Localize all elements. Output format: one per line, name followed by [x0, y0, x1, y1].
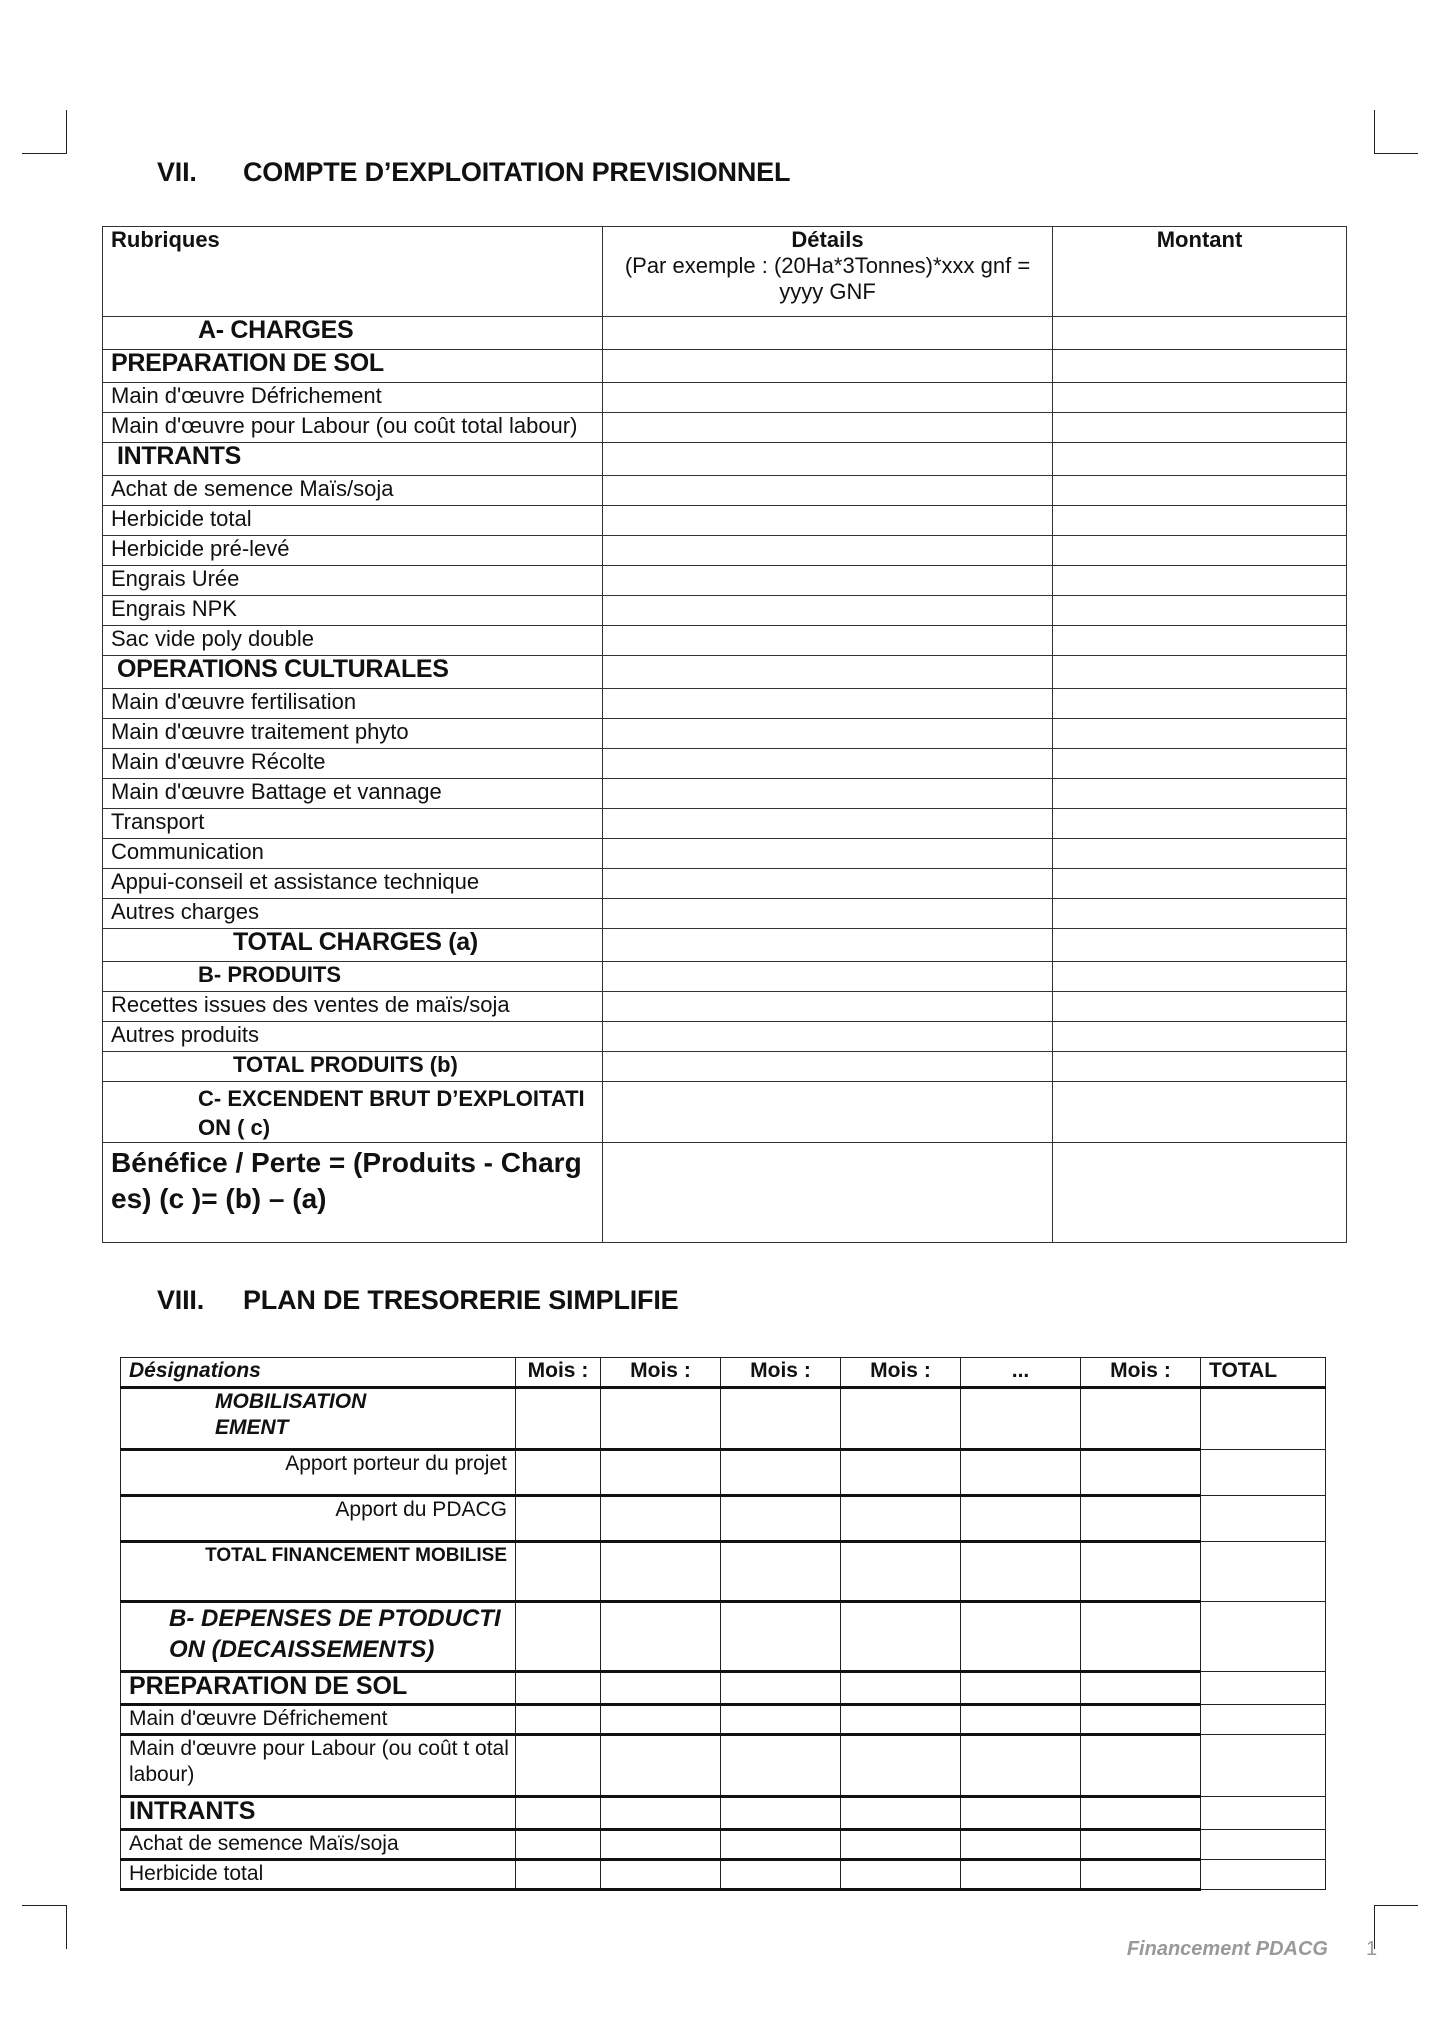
- month-cell[interactable]: [516, 1735, 601, 1797]
- total-cell[interactable]: [1201, 1388, 1326, 1450]
- month-cell[interactable]: [961, 1388, 1081, 1450]
- montant-cell[interactable]: [1053, 1143, 1347, 1243]
- table-row: [121, 1496, 1326, 1542]
- table-row: [103, 779, 1347, 809]
- details-cell[interactable]: [603, 656, 1053, 689]
- column-header: Mois :: [601, 1358, 721, 1388]
- total-cell[interactable]: [1201, 1735, 1326, 1797]
- header-rubriques: Rubriques: [103, 227, 603, 317]
- row-label: TOTAL CHARGES (a): [103, 929, 603, 962]
- section-8-title: PLAN DE TRESORERIE SIMPLIFIE: [243, 1285, 679, 1315]
- row-label: Main d'œuvre pour Labour (ou coût total labour): [103, 413, 603, 443]
- crop-mark-top-right-h: [1374, 153, 1418, 154]
- montant-cell[interactable]: [1053, 749, 1347, 779]
- month-cell[interactable]: [961, 1830, 1081, 1860]
- table-row: [103, 476, 1347, 506]
- total-cell[interactable]: [1201, 1496, 1326, 1542]
- row-label: Main d'œuvre Défrichement: [121, 1705, 516, 1735]
- column-header: Désignations: [121, 1358, 516, 1388]
- montant-cell[interactable]: [1053, 350, 1347, 383]
- total-cell[interactable]: [1201, 1860, 1326, 1890]
- table-row: [103, 992, 1347, 1022]
- details-cell[interactable]: [603, 719, 1053, 749]
- month-cell[interactable]: [516, 1388, 601, 1450]
- total-cell[interactable]: [1201, 1797, 1326, 1830]
- details-cell[interactable]: [603, 869, 1053, 899]
- row-label: Main d'œuvre Défrichement: [103, 383, 603, 413]
- month-cell[interactable]: [1081, 1672, 1201, 1705]
- details-cell[interactable]: [603, 443, 1053, 476]
- month-cell[interactable]: [601, 1672, 721, 1705]
- month-cell[interactable]: [516, 1496, 601, 1542]
- month-cell[interactable]: [516, 1602, 601, 1672]
- month-cell[interactable]: [841, 1602, 961, 1672]
- row-label: Achat de semence Maïs/soja: [103, 476, 603, 506]
- total-cell[interactable]: [1201, 1450, 1326, 1496]
- month-cell[interactable]: [721, 1602, 841, 1672]
- month-cell[interactable]: [961, 1735, 1081, 1797]
- month-cell[interactable]: [721, 1705, 841, 1735]
- details-cell[interactable]: [603, 779, 1053, 809]
- month-cell[interactable]: [841, 1830, 961, 1860]
- details-cell[interactable]: [603, 317, 1053, 350]
- month-cell[interactable]: [1081, 1797, 1201, 1830]
- month-cell[interactable]: [721, 1450, 841, 1496]
- month-cell[interactable]: [841, 1672, 961, 1705]
- month-cell[interactable]: [961, 1542, 1081, 1602]
- row-label: INTRANTS: [103, 443, 603, 476]
- total-cell[interactable]: [1201, 1602, 1326, 1672]
- montant-cell[interactable]: [1053, 383, 1347, 413]
- montant-cell[interactable]: [1053, 809, 1347, 839]
- table-row: [103, 809, 1347, 839]
- row-label: Main d'œuvre Récolte: [103, 749, 603, 779]
- total-cell[interactable]: [1201, 1830, 1326, 1860]
- row-label: Main d'œuvre fertilisation: [103, 689, 603, 719]
- table-row: [121, 1672, 1326, 1705]
- row-label: Main d'œuvre Battage et vannage: [103, 779, 603, 809]
- row-label: Transport: [103, 809, 603, 839]
- montant-cell[interactable]: [1053, 566, 1347, 596]
- month-cell[interactable]: [721, 1830, 841, 1860]
- montant-cell[interactable]: [1053, 899, 1347, 929]
- month-cell[interactable]: [601, 1705, 721, 1735]
- montant-cell[interactable]: [1053, 656, 1347, 689]
- month-cell[interactable]: [516, 1797, 601, 1830]
- month-cell[interactable]: [841, 1450, 961, 1496]
- montant-cell[interactable]: [1053, 1082, 1347, 1143]
- row-label: Herbicide pré-levé: [103, 536, 603, 566]
- details-cell[interactable]: [603, 1052, 1053, 1082]
- montant-cell[interactable]: [1053, 536, 1347, 566]
- month-cell[interactable]: [961, 1450, 1081, 1496]
- month-cell[interactable]: [601, 1735, 721, 1797]
- row-label: Autres produits: [103, 1022, 603, 1052]
- crop-mark-bottom-left-v: [66, 1905, 67, 1949]
- month-cell[interactable]: [601, 1496, 721, 1542]
- table-header-row: [103, 227, 1347, 317]
- montant-cell[interactable]: [1053, 596, 1347, 626]
- month-cell[interactable]: [516, 1672, 601, 1705]
- table-row: [103, 719, 1347, 749]
- montant-cell[interactable]: [1053, 506, 1347, 536]
- month-cell[interactable]: [721, 1860, 841, 1890]
- total-cell[interactable]: [1201, 1542, 1326, 1602]
- row-label: Bénéfice / Perte = (Produits - Charg es) (c )= (b) – (a): [103, 1143, 603, 1243]
- month-cell[interactable]: [841, 1388, 961, 1450]
- row-label: A- CHARGES: [103, 317, 603, 350]
- month-cell[interactable]: [841, 1705, 961, 1735]
- header-details: [603, 227, 1053, 317]
- month-cell[interactable]: [516, 1450, 601, 1496]
- month-cell[interactable]: [601, 1602, 721, 1672]
- table-row: [103, 506, 1347, 536]
- month-cell[interactable]: [601, 1797, 721, 1830]
- month-cell[interactable]: [1081, 1388, 1201, 1450]
- crop-mark-top-left-v: [66, 110, 67, 154]
- montant-cell[interactable]: [1053, 779, 1347, 809]
- table-row: [121, 1450, 1326, 1496]
- details-cell[interactable]: [603, 626, 1053, 656]
- month-cell[interactable]: [1081, 1860, 1201, 1890]
- table-row: [103, 536, 1347, 566]
- month-cell[interactable]: [516, 1542, 601, 1602]
- details-cell[interactable]: [603, 1082, 1053, 1143]
- table-row: [103, 317, 1347, 350]
- row-label: Sac vide poly double: [103, 626, 603, 656]
- montant-cell[interactable]: [1053, 476, 1347, 506]
- total-cell[interactable]: [1201, 1705, 1326, 1735]
- details-cell[interactable]: [603, 536, 1053, 566]
- table-row: [103, 443, 1347, 476]
- month-cell[interactable]: [1081, 1602, 1201, 1672]
- month-cell[interactable]: [601, 1830, 721, 1860]
- table-row: [121, 1830, 1326, 1860]
- row-label: PREPARATION DE SOL: [121, 1672, 516, 1705]
- table-row: [103, 1052, 1347, 1082]
- table-row: [103, 689, 1347, 719]
- row-label: TOTAL PRODUITS (b): [103, 1052, 603, 1082]
- section-8-heading: [157, 1285, 678, 1316]
- month-cell[interactable]: [841, 1735, 961, 1797]
- month-cell[interactable]: [601, 1450, 721, 1496]
- montant-cell[interactable]: [1053, 626, 1347, 656]
- montant-cell[interactable]: [1053, 962, 1347, 992]
- crop-mark-bottom-left-h: [22, 1905, 66, 1906]
- table-row: [103, 749, 1347, 779]
- month-cell[interactable]: [841, 1496, 961, 1542]
- row-label: C- EXCENDENT BRUT D’EXPLOITATI ON ( c): [103, 1082, 603, 1143]
- row-label: PREPARATION DE SOL: [103, 350, 603, 383]
- month-cell[interactable]: [721, 1496, 841, 1542]
- table-row: [103, 899, 1347, 929]
- row-label: Apport porteur du projet: [121, 1450, 516, 1496]
- montant-cell[interactable]: [1053, 719, 1347, 749]
- row-label: OPERATIONS CULTURALES: [103, 656, 603, 689]
- month-cell[interactable]: [961, 1602, 1081, 1672]
- row-label: Main d'œuvre pour Labour (ou coût t otal labour): [121, 1735, 516, 1797]
- footer-text: Financement PDACG: [1126, 1938, 1328, 1960]
- table-row: [103, 1143, 1347, 1243]
- header-details-example: (Par exemple : (20Ha*3Tonnes)*xxx gnf = yyyy GNF: [624, 253, 1031, 304]
- month-cell[interactable]: [1081, 1705, 1201, 1735]
- month-cell[interactable]: [1081, 1735, 1201, 1797]
- montant-cell[interactable]: [1053, 839, 1347, 869]
- table-row: [103, 626, 1347, 656]
- table-row: [121, 1705, 1326, 1735]
- row-label: Communication: [103, 839, 603, 869]
- details-cell[interactable]: [603, 476, 1053, 506]
- total-cell[interactable]: [1201, 1672, 1326, 1705]
- crop-mark-top-right-v: [1374, 110, 1375, 154]
- table-row: [103, 596, 1347, 626]
- month-cell[interactable]: [601, 1388, 721, 1450]
- table-row: [103, 929, 1347, 962]
- month-cell[interactable]: [1081, 1450, 1201, 1496]
- details-cell[interactable]: [603, 839, 1053, 869]
- row-label: Herbicide total: [103, 506, 603, 536]
- details-cell[interactable]: [603, 962, 1053, 992]
- details-cell[interactable]: [603, 413, 1053, 443]
- section-8-number: VIII.: [157, 1285, 205, 1315]
- month-cell[interactable]: [601, 1542, 721, 1602]
- month-cell[interactable]: [1081, 1542, 1201, 1602]
- table-header-row: [121, 1358, 1326, 1388]
- month-cell[interactable]: [841, 1797, 961, 1830]
- month-cell[interactable]: [721, 1735, 841, 1797]
- month-cell[interactable]: [1081, 1496, 1201, 1542]
- header-montant: Montant: [1053, 227, 1347, 317]
- month-cell[interactable]: [516, 1830, 601, 1860]
- month-cell[interactable]: [721, 1672, 841, 1705]
- details-cell[interactable]: [603, 1143, 1053, 1243]
- row-label: Achat de semence Maïs/soja: [121, 1830, 516, 1860]
- month-cell[interactable]: [961, 1797, 1081, 1830]
- details-cell[interactable]: [603, 929, 1053, 962]
- row-label: TOTAL FINANCEMENT MOBILISE: [121, 1542, 516, 1602]
- row-label: Engrais Urée: [103, 566, 603, 596]
- montant-cell[interactable]: [1053, 443, 1347, 476]
- montant-cell[interactable]: [1053, 929, 1347, 962]
- table-row: [103, 413, 1347, 443]
- month-cell[interactable]: [721, 1797, 841, 1830]
- table-row: [103, 962, 1347, 992]
- table-row: [121, 1797, 1326, 1830]
- details-cell[interactable]: [603, 992, 1053, 1022]
- month-cell[interactable]: [601, 1860, 721, 1890]
- details-cell[interactable]: [603, 566, 1053, 596]
- row-label: Main d'œuvre traitement phyto: [103, 719, 603, 749]
- montant-cell[interactable]: [1053, 1052, 1347, 1082]
- month-cell[interactable]: [961, 1672, 1081, 1705]
- montant-cell[interactable]: [1053, 869, 1347, 899]
- compte-exploitation-table: [102, 226, 1347, 1243]
- month-cell[interactable]: [1081, 1830, 1201, 1860]
- month-cell[interactable]: [961, 1496, 1081, 1542]
- row-label: Autres charges: [103, 899, 603, 929]
- month-cell[interactable]: [516, 1705, 601, 1735]
- section-7-title: COMPTE D’EXPLOITATION PREVISIONNEL: [243, 157, 791, 187]
- crop-mark-bottom-right-h: [1374, 1905, 1418, 1906]
- section-7-number: VII.: [157, 157, 197, 187]
- table-row: [103, 383, 1347, 413]
- month-cell[interactable]: [841, 1860, 961, 1890]
- month-cell[interactable]: [516, 1860, 601, 1890]
- montant-cell[interactable]: [1053, 992, 1347, 1022]
- row-label: MOBILISATION EMENT: [121, 1388, 516, 1450]
- column-header: Mois :: [1081, 1358, 1201, 1388]
- details-cell[interactable]: [603, 350, 1053, 383]
- montant-cell[interactable]: [1053, 317, 1347, 350]
- table-row: [103, 566, 1347, 596]
- crop-mark-top-left-h: [22, 153, 66, 154]
- table-row: [121, 1860, 1326, 1890]
- month-cell[interactable]: [841, 1542, 961, 1602]
- month-cell[interactable]: [961, 1860, 1081, 1890]
- month-cell[interactable]: [721, 1542, 841, 1602]
- details-cell[interactable]: [603, 1022, 1053, 1052]
- details-cell[interactable]: [603, 506, 1053, 536]
- details-cell[interactable]: [603, 809, 1053, 839]
- row-label: INTRANTS: [121, 1797, 516, 1830]
- column-header: Mois :: [516, 1358, 601, 1388]
- details-cell[interactable]: [603, 749, 1053, 779]
- month-cell[interactable]: [961, 1705, 1081, 1735]
- column-header: ...: [961, 1358, 1081, 1388]
- details-cell[interactable]: [603, 899, 1053, 929]
- details-cell[interactable]: [603, 596, 1053, 626]
- table-row: [103, 869, 1347, 899]
- montant-cell[interactable]: [1053, 413, 1347, 443]
- plan-tresorerie-table: [120, 1357, 1326, 1891]
- table-row: [121, 1542, 1326, 1602]
- row-label: Engrais NPK: [103, 596, 603, 626]
- row-label: Apport du PDACG: [121, 1496, 516, 1542]
- table-row: [103, 1022, 1347, 1052]
- table-row: [121, 1388, 1326, 1450]
- table-row: [121, 1735, 1326, 1797]
- table-row: [103, 350, 1347, 383]
- details-cell[interactable]: [603, 383, 1053, 413]
- montant-cell[interactable]: [1053, 689, 1347, 719]
- row-label: Herbicide total: [121, 1860, 516, 1890]
- row-label: B- DEPENSES DE PTODUCTI ON (DECAISSEMENTS): [121, 1602, 516, 1672]
- row-label: B- PRODUITS: [103, 962, 603, 992]
- table-row: [103, 656, 1347, 689]
- table-row: [103, 1082, 1347, 1143]
- page-number: 1: [1366, 1938, 1378, 1960]
- section-7-heading: [157, 157, 790, 188]
- table-row: [103, 839, 1347, 869]
- montant-cell[interactable]: [1053, 1022, 1347, 1052]
- column-header: Mois :: [841, 1358, 961, 1388]
- row-label: Appui-conseil et assistance technique: [103, 869, 603, 899]
- header-details-title: Détails: [791, 227, 864, 252]
- column-header: TOTAL: [1201, 1358, 1326, 1388]
- details-cell[interactable]: [603, 689, 1053, 719]
- column-header: Mois :: [721, 1358, 841, 1388]
- table-row: [121, 1602, 1326, 1672]
- row-label: Recettes issues des ventes de maïs/soja: [103, 992, 603, 1022]
- month-cell[interactable]: [721, 1388, 841, 1450]
